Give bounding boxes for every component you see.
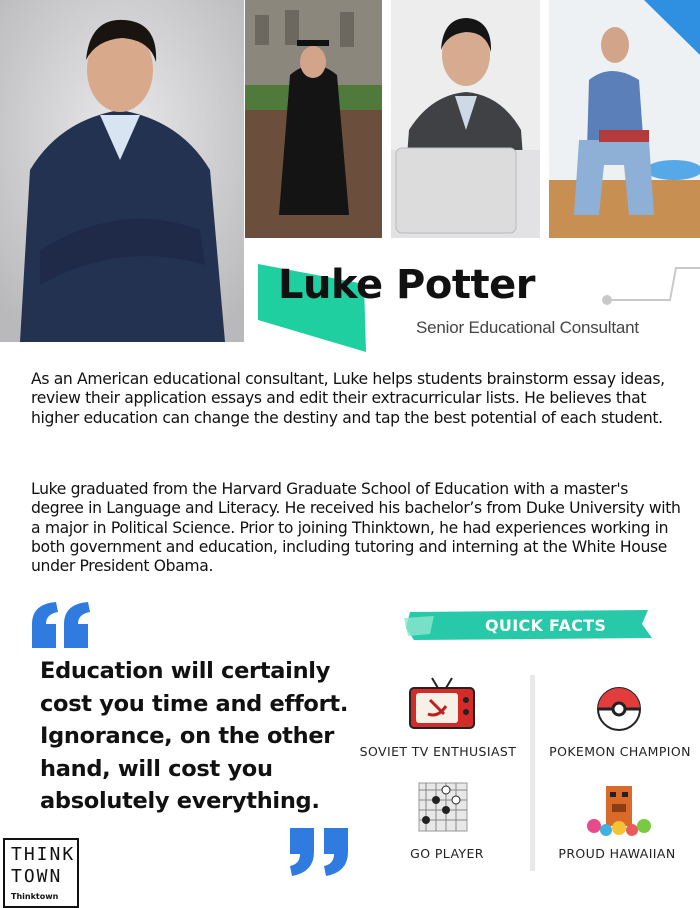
go-board-icon (418, 782, 468, 832)
portrait-photo (0, 0, 244, 342)
connector-line-decoration (598, 262, 700, 308)
tiki-icon (586, 784, 652, 836)
facts-divider (530, 675, 535, 871)
page-title: Luke Potter (278, 262, 535, 308)
fact-label-pokemon: POKEMON CHAMPION (549, 744, 691, 759)
laptop-photo (391, 0, 540, 238)
fact-label-go: GO PLAYER (410, 846, 484, 861)
quick-facts-heading: QUICK FACTS (485, 616, 607, 635)
close-quote-icon (288, 826, 352, 878)
quote-text: Education will certainly cost you time and effort. Ignorance, on the other hand, will cost you absolutely everything. (40, 658, 349, 814)
pokeball-icon (596, 686, 642, 732)
fact-label-soviet-tv: SOVIET TV ENTHUSIAST (359, 744, 517, 759)
logo-line-2: TOWN (11, 866, 63, 887)
thinktown-logo (3, 838, 79, 908)
bio-paragraph-1: As an American educational consultant, Luke helps students brainstorm essay ideas, review their application essays and edit their extracurricular lists. He believes that higher education can change the destiny and tap the best potential of each student. (31, 370, 665, 427)
fact-label-hawaiian: PROUD HAWAIIAN (558, 846, 676, 861)
job-title: Senior Educational Consultant (416, 318, 639, 337)
stairs-photo (549, 0, 700, 238)
graduation-photo (245, 0, 382, 238)
soviet-tv-icon (408, 676, 476, 730)
open-quote-icon (30, 600, 92, 650)
bio-paragraph-2: Luke graduated from the Harvard Graduate School of Education with a master's degree in Language and Literacy. He received his bachelor’s from Duke University with a major in Political Science. Prior to joining Thinktown, he had experiences working in both government and education, including tutoring and interning at the White House under President Obama. (31, 480, 681, 576)
logo-caption: Thinktown (11, 892, 59, 901)
logo-line-1: THINK (11, 844, 76, 865)
